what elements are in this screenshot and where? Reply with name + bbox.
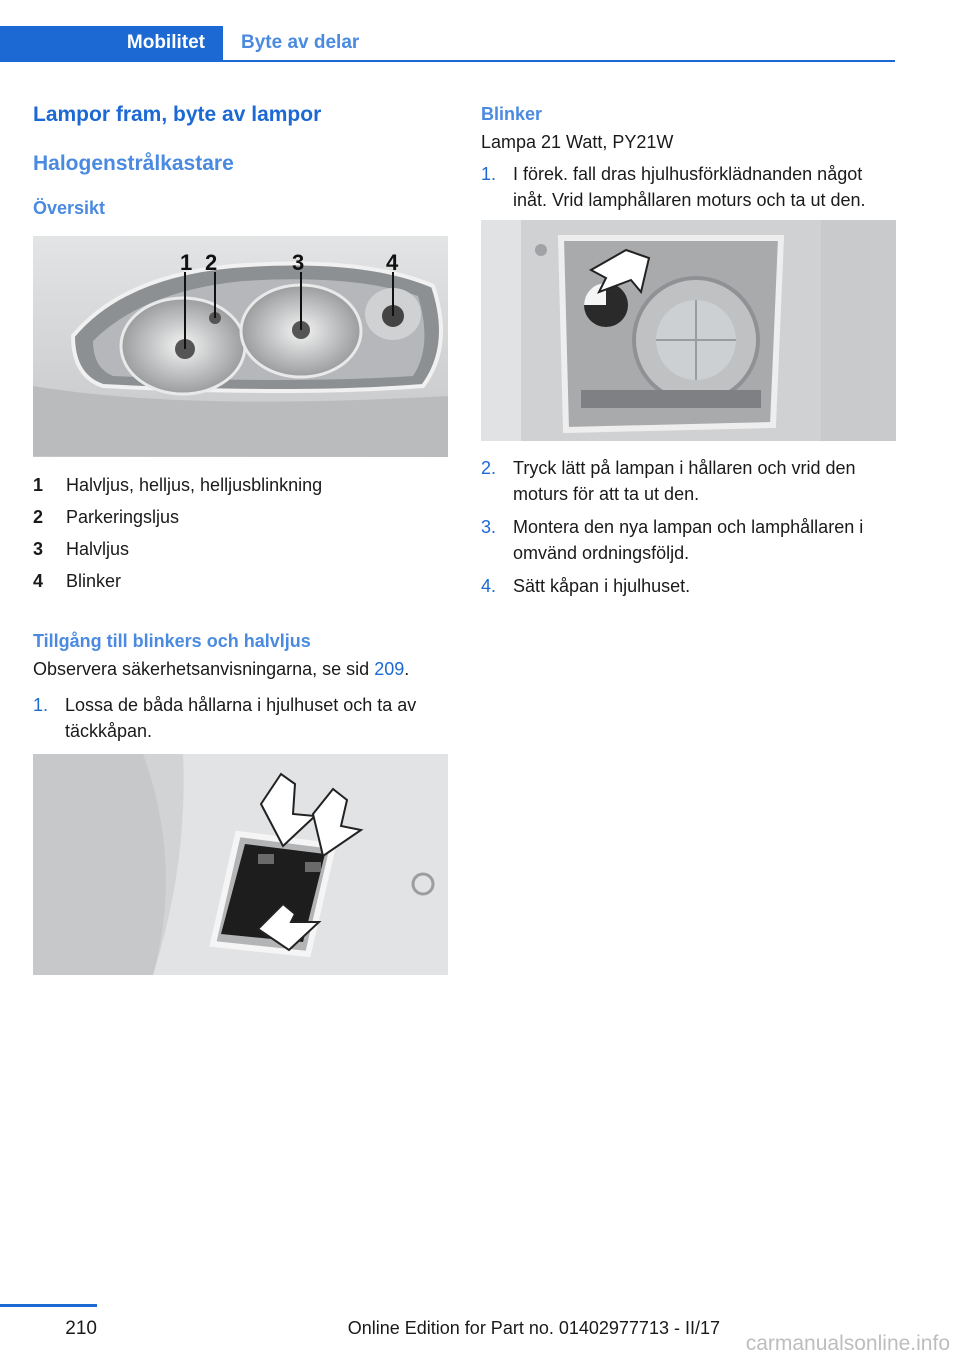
legend-number: 1 (33, 475, 44, 495)
step-item (481, 514, 896, 566)
watermark: carmanualsonline.info (745, 1332, 950, 1355)
step-number: 4. (481, 576, 497, 596)
legend-text: Blinker (66, 571, 122, 591)
step-text: I förek. fall dras hjulhusförklädnanden något inåt. Vrid lamphållaren moturs och ta ut den. (513, 164, 866, 210)
step-item (33, 692, 448, 744)
callout-1: 1 (180, 250, 193, 275)
legend-text: Halvljus, helljus, helljusblinkning (66, 475, 323, 495)
step-list (481, 455, 896, 599)
step-number: 1. (33, 695, 49, 715)
tab-mobilitet[interactable]: Mobilitet (0, 26, 223, 60)
legend-text: Halvljus (66, 539, 130, 559)
page-number: 210 (65, 1318, 97, 1339)
headlight-figure (33, 236, 448, 457)
wheel-arch-cover-figure (33, 754, 448, 975)
step-item (481, 161, 896, 213)
access-paragraph (33, 656, 448, 682)
tab-byte-av-delar[interactable]: Byte av delar (241, 32, 360, 53)
callout-2: 2 (205, 250, 218, 275)
step-list (33, 692, 448, 744)
legend-number: 4 (33, 571, 44, 591)
overview-heading: Översikt (33, 198, 106, 218)
bulb-spec: Lampa 21 Watt, PY21W (481, 132, 674, 152)
callout-4: 4 (386, 250, 399, 275)
header-divider (0, 60, 895, 62)
step-text: Montera den nya lampan och lamphållaren i omvänd ordningsföljd. (513, 517, 864, 563)
step-text: Lossa de båda hållarna i hjulhuset och ta av täckkåpan. (65, 695, 417, 741)
step-list (481, 161, 896, 213)
step-text: Sätt kåpan i hjulhuset. (513, 576, 691, 596)
step-item (481, 573, 896, 599)
right-column (481, 100, 896, 606)
page-reference-link[interactable]: 209 (374, 659, 405, 679)
legend-item (33, 533, 448, 565)
legend-number: 2 (33, 507, 44, 527)
blinker-heading: Blinker (481, 104, 543, 124)
step-number: 2. (481, 458, 497, 478)
legend-item (33, 469, 448, 501)
left-column (33, 100, 448, 975)
legend-text: Parkeringsljus (66, 507, 180, 527)
edition-text: Online Edition for Part no. 01402977713 - II/17 (347, 1318, 720, 1338)
bulb-holder-figure (481, 220, 896, 441)
footer-divider (0, 1304, 97, 1307)
section-title: Halogenstrålkastare (33, 152, 234, 175)
step-text: Tryck lätt på lampan i hållaren och vrid den moturs för att ta ut den. (513, 458, 856, 504)
chapter-header (0, 26, 895, 62)
figure-legend (33, 469, 448, 597)
step-number: 1. (481, 164, 497, 184)
callout-3: 3 (292, 250, 305, 275)
legend-item (33, 501, 448, 533)
access-text: Observera säkerhetsanvisningarna, se sid (33, 659, 375, 679)
legend-item (33, 565, 448, 597)
step-item (481, 455, 896, 507)
page-title: Lampor fram, byte av lampor (33, 103, 322, 126)
legend-number: 3 (33, 539, 44, 559)
access-text-end: . (404, 659, 410, 679)
access-heading: Tillgång till blinkers och halvljus (33, 631, 311, 651)
step-number: 3. (481, 517, 497, 537)
